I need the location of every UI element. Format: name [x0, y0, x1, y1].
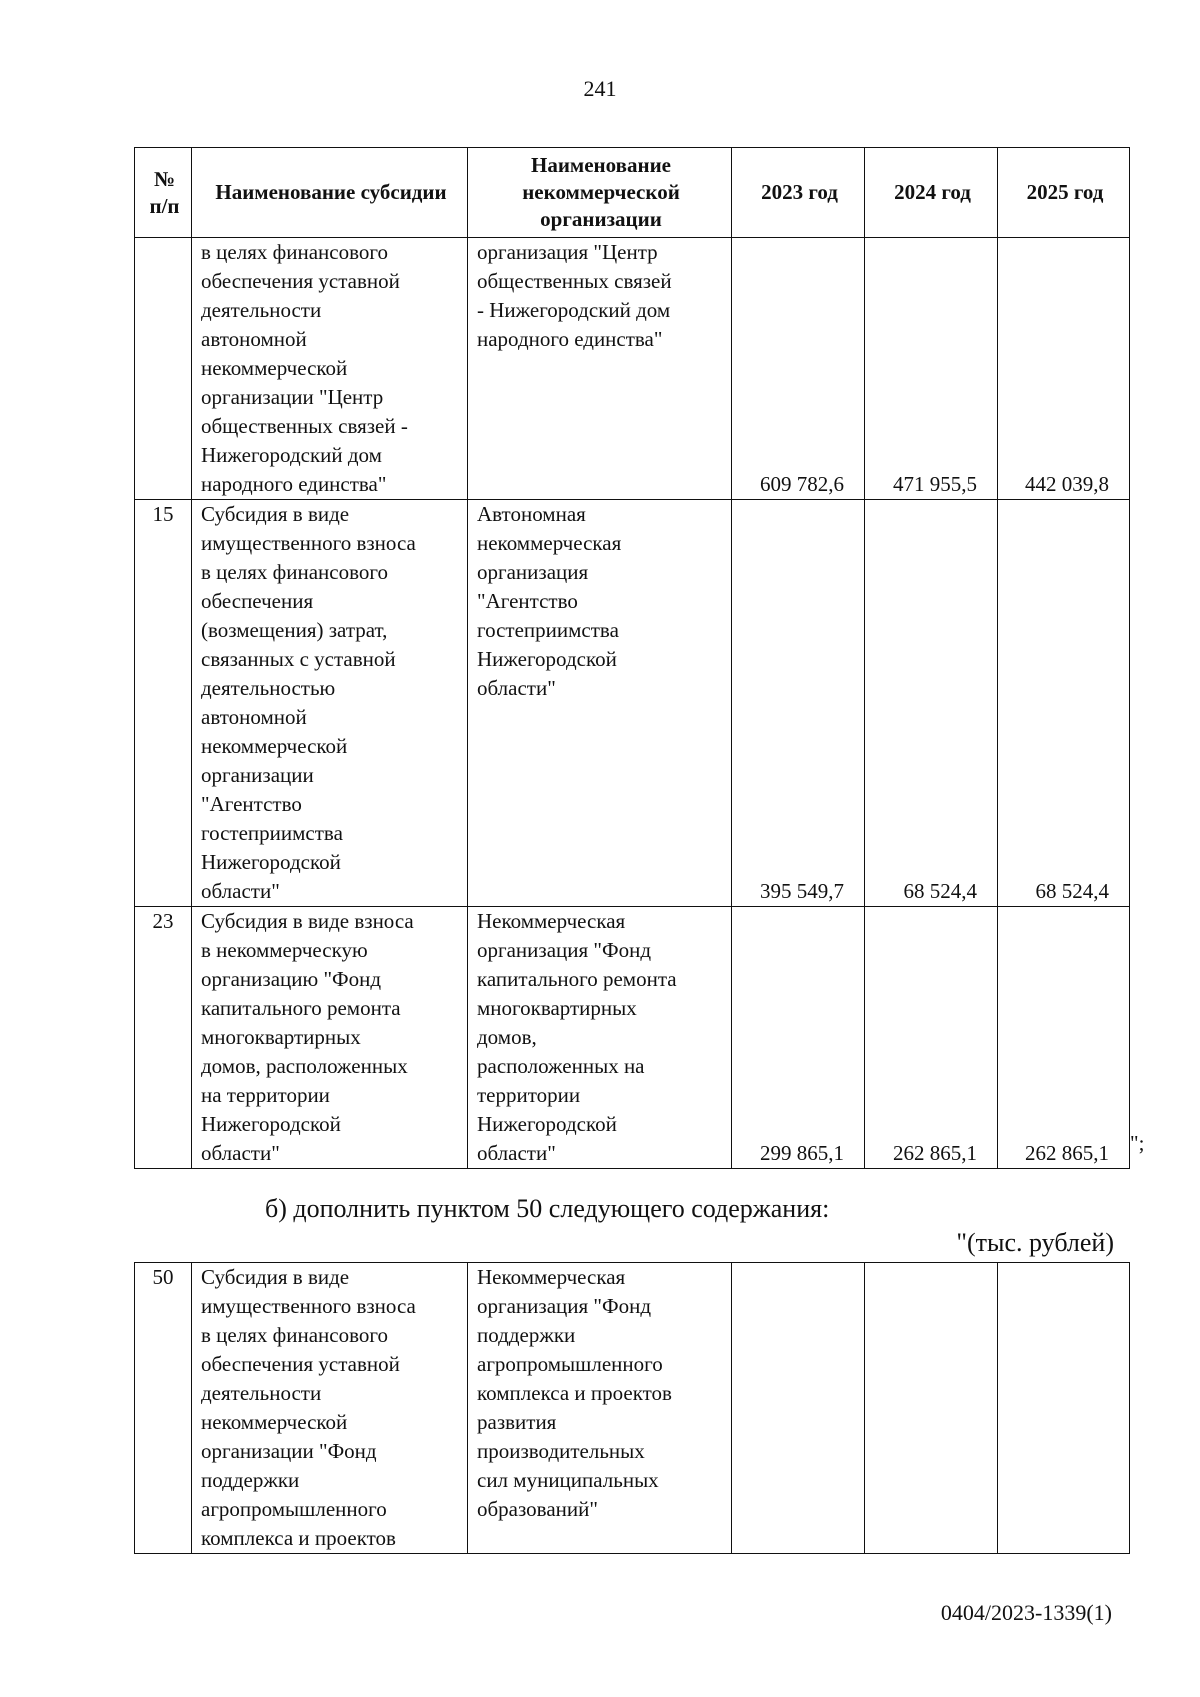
units-label: "(тыс. рублей) [956, 1228, 1114, 1257]
subsidy-name: в целях финансового обеспечения уставной деятельности автономной некоммерческой организации "Центр общественных связей - Нижегородский дом народного единства" [192, 238, 468, 500]
addon-table [134, 1262, 1130, 1554]
org-name: организация "Центр общественных связей - Нижегородский дом народного единства" [468, 238, 732, 500]
value-2023: 609 782,6 [732, 238, 865, 500]
org-name: Некоммерческая организация "Фонд поддержки агропромышленного комплекса и проектов развития производительных сил муниципальных образований" [468, 1263, 732, 1554]
header-2025: 2025 год [998, 148, 1130, 238]
value-2025: 442 039,8 [998, 238, 1130, 500]
row-num: 50 [135, 1263, 192, 1554]
org-name: Автономная некоммерческая организация "Агентство гостеприимства Нижегородской области" [468, 500, 732, 907]
document-code: 0404/2023-1339(1) [940, 1600, 1112, 1625]
instruction-text: б) дополнить пунктом 50 следующего содержания: [265, 1194, 830, 1223]
value-2023: 299 865,1 [732, 907, 865, 1169]
table-row [135, 238, 1130, 500]
value-2024: 68 524,4 [865, 500, 998, 907]
row-num: 23 [135, 907, 192, 1169]
header-org: Наименование некоммерческой организации [468, 148, 732, 238]
org-name: Некоммерческая организация "Фонд капитального ремонта многоквартирных домов, расположенных на территории Нижегородской области" [468, 907, 732, 1169]
value-2025 [998, 1263, 1130, 1554]
value-2024: 471 955,5 [865, 238, 998, 500]
value-2023 [732, 1263, 865, 1554]
subsidy-name: Субсидия в виде имущественного взноса в целях финансового обеспечения уставной деятельности некоммерческой организации "Фонд поддержки агропромышленного комплекса и проектов [192, 1263, 468, 1554]
value-2024: 262 865,1 [865, 907, 998, 1169]
value-2025: 68 524,4 [998, 500, 1130, 907]
subsidy-name: Субсидия в виде имущественного взноса в целях финансового обеспечения (возмещения) затрат, связанных с уставной деятельностью автономной некоммерческой организации "Агентство гостеприимства Нижегородской области" [192, 500, 468, 907]
value-2025: 262 865,1 [998, 907, 1130, 1169]
row-num [135, 238, 192, 500]
subsidy-table [134, 147, 1130, 1169]
table-row [135, 500, 1130, 907]
value-2023: 395 549,7 [732, 500, 865, 907]
page-number: 241 [583, 76, 617, 101]
header-2024: 2024 год [865, 148, 998, 238]
closing-quote: "; [1130, 1131, 1145, 1155]
header-subsidy: Наименование субсидии [192, 148, 468, 238]
subsidy-name: Субсидия в виде взноса в некоммерческую организацию "Фонд капитального ремонта многоквартирных домов, расположенных на территории Нижегородской области" [192, 907, 468, 1169]
table-row [135, 907, 1130, 1169]
value-2024 [865, 1263, 998, 1554]
table-row [135, 1263, 1130, 1554]
header-2023: 2023 год [732, 148, 865, 238]
row-num: 15 [135, 500, 192, 907]
table-header-row [135, 148, 1130, 238]
header-num: № п/п [135, 148, 192, 238]
